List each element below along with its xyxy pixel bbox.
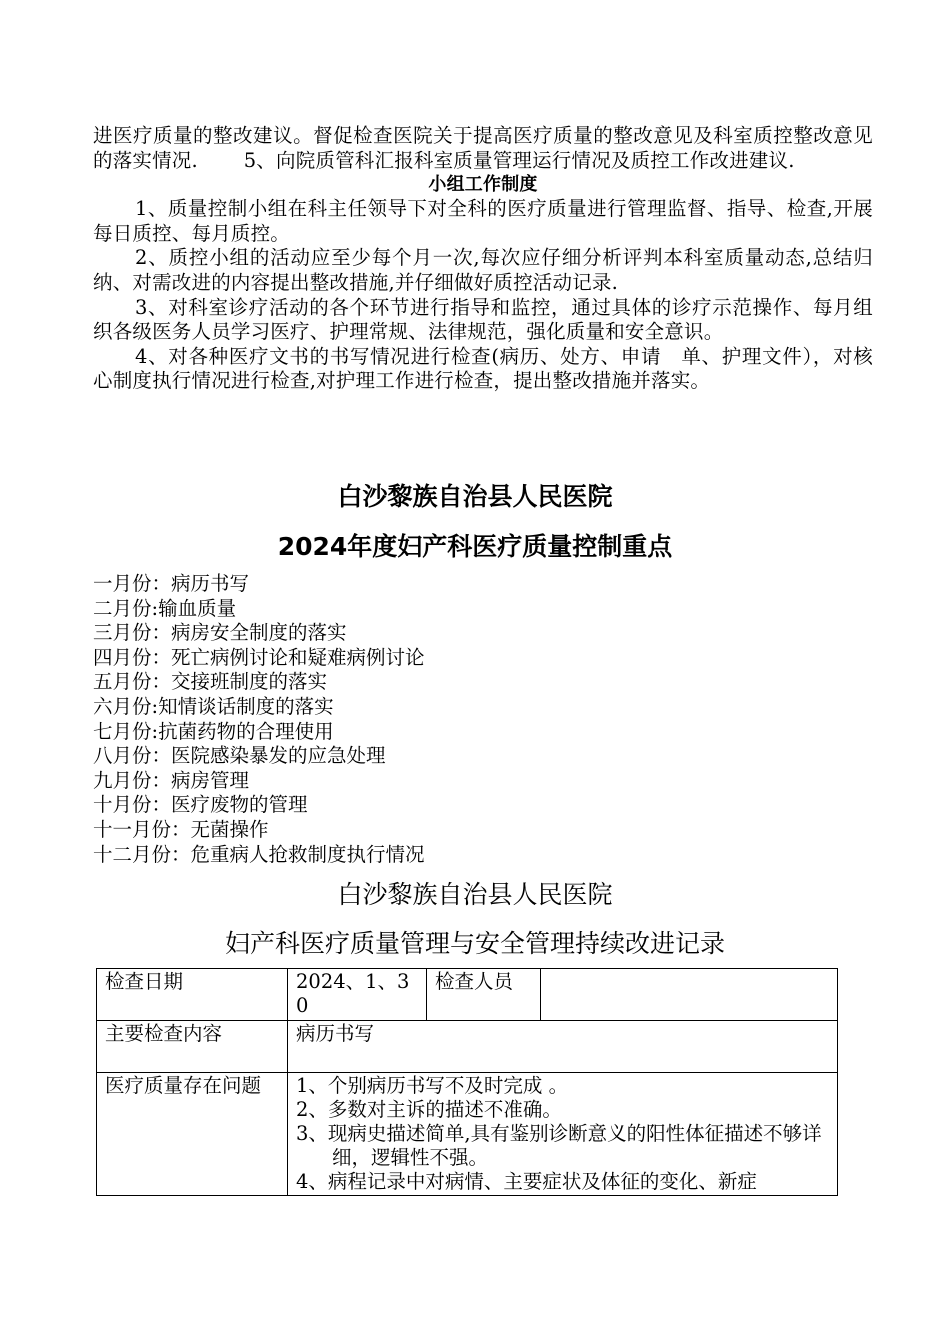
month-item: 七月份:抗菌药物的合理使用 (93, 719, 334, 743)
date-label-cell: 检查日期 (97, 969, 288, 1021)
group-system-item: 1、质量控制小组在科主任领导下对全科的医疗质量进行管理监督、指导、检查,开展每日质控、每月质控。 (93, 197, 873, 245)
table-row (97, 1073, 838, 1196)
improvement-record-table (96, 968, 838, 1196)
issue-item: 2、多数对主诉的描述不准确。 (296, 1098, 562, 1121)
quality-control-title: 2024年度妇产科医疗质量控制重点 (277, 532, 673, 561)
month-item: 一月份：病历书写 (93, 572, 250, 595)
month-item: 十一月份：无菌操作 (93, 817, 269, 841)
inspector-label-cell: 检查人员 (427, 969, 541, 1021)
issues-cell (288, 1073, 838, 1196)
hospital-name-heading-2: 白沙黎族自治县人民医院 (337, 880, 613, 909)
month-item: 八月份：医院感染暴发的应急处理 (93, 744, 386, 768)
content-label-cell: 主要检查内容 (97, 1021, 288, 1073)
inspector-value-cell (541, 969, 838, 1021)
issues-label-cell: 医疗质量存在问题 (97, 1073, 288, 1196)
month-item: 六月份:知情谈话制度的落实 (93, 694, 334, 718)
table-row (97, 969, 838, 1021)
month-item: 二月份:输血质量 (93, 596, 237, 620)
date-value-cell: 2024、1、30 (288, 969, 427, 1021)
issue-item: 3、现病史描述简单,具有鉴别诊断意义的阳性体征描述不够详细，逻辑性不强。 (296, 1122, 822, 1169)
group-system-item: 3、对科室诊疗活动的各个环节进行指导和监控，通过具体的诊疗示范操作、每月组织各级医务人员学习医疗、护理常规、法律规范，强化质量和安全意识。 (93, 295, 873, 344)
group-system-item: 2、质控小组的活动应至少每个月一次,每次应仔细分析评判本科室质量动态,总结归纳、对需改进的内容提出整改措施,并仔细做好质控活动记录. (93, 246, 873, 294)
group-system-heading: 小组工作制度 (428, 174, 538, 196)
improvement-record-title: 妇产科医疗质量管理与安全管理持续改进记录 (224, 929, 725, 958)
issue-item: 4、病程记录中对病情、主要症状及体征的变化、新症 (296, 1170, 757, 1193)
month-item: 十二月份：危重病人抢救制度执行情况 (93, 842, 425, 866)
intro-paragraph: 进医疗质量的整改建议。督促检查医院关于提高医疗质量的整改意见及科室质控整改意见的落实情况. 5、向院质管科汇报科室质量管理运行情况及质控工作改进建议. (93, 124, 873, 172)
table-row (97, 1021, 838, 1073)
month-item: 四月份：死亡病例讨论和疑难病例讨论 (93, 645, 425, 669)
month-item: 九月份：病房管理 (93, 768, 250, 792)
month-item: 十月份：医疗废物的管理 (93, 793, 308, 817)
month-item: 三月份：病房安全制度的落实 (93, 621, 347, 645)
hospital-name-heading: 白沙黎族自治县人民医院 (337, 482, 613, 511)
month-item: 五月份：交接班制度的落实 (93, 670, 328, 694)
monthly-focus-list (93, 572, 793, 867)
issue-item: 1、个别病历书写不及时完成 。 (296, 1074, 569, 1097)
top-text-block (93, 124, 873, 394)
issues-list (296, 1074, 829, 1194)
group-system-item: 4、对各种医疗文书的书写情况进行检查(病历、处方、申请 单、护理文件），对核心制度执行情况进行检查,对护理工作进行检查，提出整改措施并落实。 (93, 344, 873, 393)
content-value-cell: 病历书写 (288, 1021, 838, 1073)
